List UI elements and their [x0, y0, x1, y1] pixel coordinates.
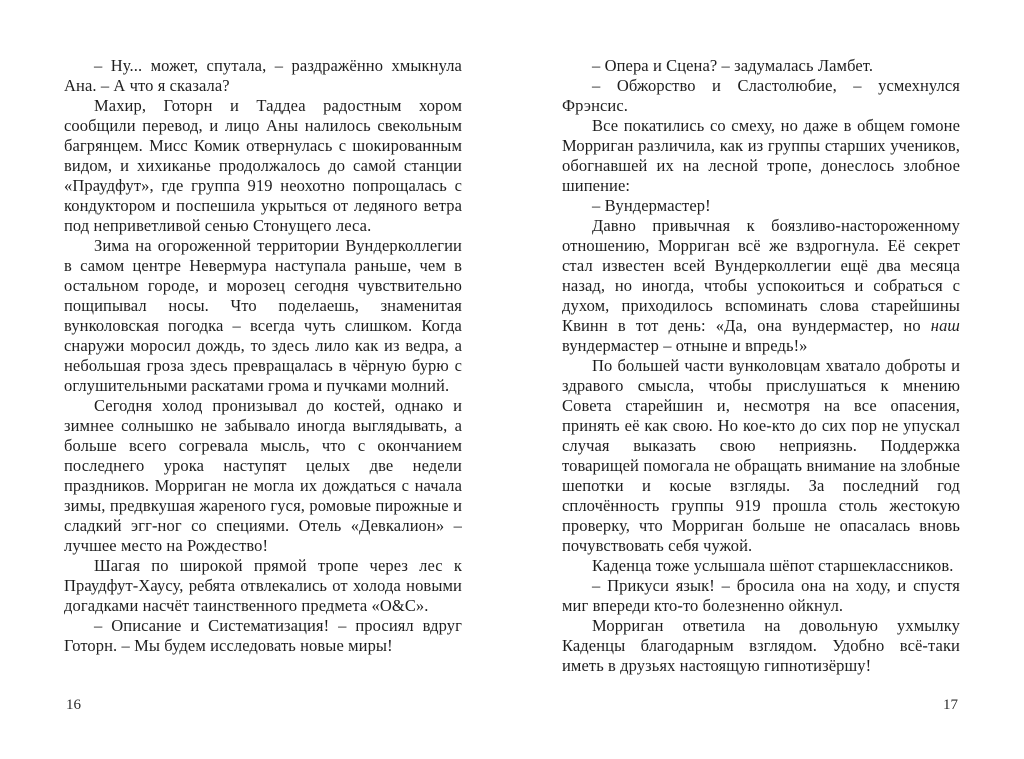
page-number-right: 17 — [943, 697, 958, 713]
paragraph: Морриган ответила на довольную ухмылку Каденцы благодарным взглядом. Удобно всё-таки иметь в друзьях настоящую гипнотизёршу! — [562, 616, 960, 675]
paragraph: Сегодня холод пронизывал до костей, однако и зимнее солнышко не забывало иногда выглядывать, а больше всего согревала мысль, что с окончанием последнего урока наступят целых две недели праздников. Морриган не могла их дождаться с начала зимы, предвкушая жареного гуся, ромовые пирожные и сладкий эгг-ног со специями. Отель «Девкалион» – лучшее место на Рождество! — [64, 396, 462, 555]
page-right-text — [562, 56, 960, 676]
paragraph: – Описание и Систематизация! – просиял вдруг Готорн. – Мы будем исследовать новые миры! — [64, 616, 462, 655]
paragraph: – Прикуси язык! – бросила она на ходу, и спустя миг впереди кто-то болезненно ойкнул. — [562, 576, 960, 615]
paragraph: Зима на огороженной территории Вундерколлегии в самом центре Невермура наступала раньше, чем в остальном городе, и морозец сегодня чувствительно пощипывал носы. Что поделаешь, знаменитая вунколовская погодка – всегда чуть слишком. Когда снаружи моросил дождь, то здесь лило как из ведра, а небольшая гроза здесь превращалась в чёрную бурю с оглушительными раскатами грома и пучками молний. — [64, 236, 462, 395]
page-number-left: 16 — [66, 697, 81, 713]
paragraph: – Опера и Сцена? – задумалась Ламбет. — [592, 56, 874, 75]
page-left — [64, 56, 462, 759]
quote-after: вундермастер – отныне и впредь!» — [562, 336, 808, 355]
paragraph: Все покатились со смеху, но даже в общем гомоне Морриган различила, как из группы старших учеников, обогнавшей их на лесной тропе, донеслось злобное шипение: — [562, 116, 960, 195]
paragraph-with-italic — [562, 216, 960, 356]
quote-italic-word: наш — [930, 316, 960, 335]
paragraph: Махир, Готорн и Таддеа радостным хором сообщили перевод, и лицо Аны налилось свекольным багрянцем. Мисс Комик отвернулась с шокированным видом, и хихиканье продолжалось до самой станции «Праудфут», где группа 919 неохотно попрощалась с кондуктором и поспешила укрыться от ледяного ветра под неприветливой сенью Стонущего леса. — [64, 96, 462, 235]
paragraph: – Вундермастер! — [592, 196, 711, 215]
quote-before: Давно привычная к боязливо-настороженному отношению, Морриган всё же вздрогнула. Её секрет стал известен всей Вундерколлегии ещё два месяца назад, но иногда, чтобы успокоиться и собраться с духом, приходилось вспоминать слова старейшины Квинн в тот день: «Да, она вундермастер, но — [562, 216, 960, 335]
paragraph: – Ну... может, спутала, – раздражённо хмыкнула Ана. – А что я сказала? — [64, 56, 462, 95]
paragraph: Каденца тоже услышала шёпот старшеклассников. — [592, 556, 954, 575]
paragraph: По большей части вунколовцам хватало доброты и здравого смысла, чтобы прислушаться к мнению Совета старейшин и, несмотря на все опасения, принять её как свою. Но кое-кто до сих пор не упускал случая выказать свою неприязнь. Поддержка товарищей помогала не обращать внимание на злобные шепотки и косые взгляды. За последний год сплочённость группы 919 прошла столь жестокую проверку, что Морриган больше не опасалась вновь почувствовать себя чужой. — [562, 356, 960, 555]
page-right — [562, 56, 960, 759]
page-left-text — [64, 56, 462, 656]
paragraph: Шагая по широкой прямой тропе через лес к Праудфут-Хаусу, ребята отвлекались от холода новыми догадками насчёт таинственного предмета «O&C». — [64, 556, 462, 615]
paragraph: – Обжорство и Сластолюбие, – усмехнулся Фрэнсис. — [562, 76, 960, 115]
